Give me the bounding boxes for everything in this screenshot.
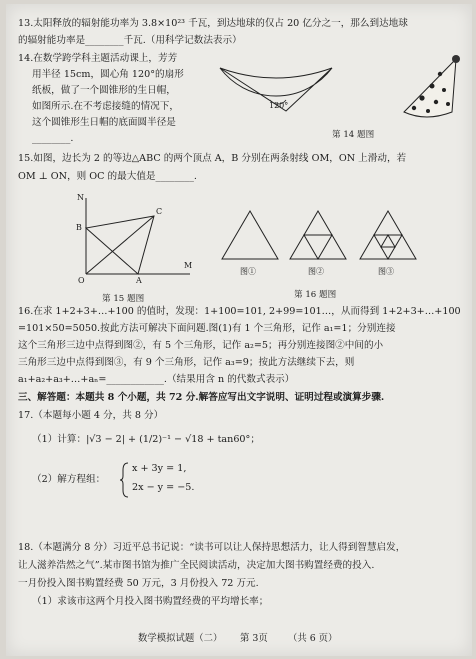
footer-title: 数学模拟试题（二） — [138, 633, 223, 644]
q16-figure-2 — [288, 209, 348, 261]
brace-icon — [120, 462, 130, 498]
q16-line2: =101×50=5050.按此方法可解决下面问题.图(1)有 1 个三角形，记作 a₁=1；分别连接 — [18, 323, 396, 334]
q16-figure-1 — [220, 209, 280, 261]
footer-total: （共 6 页） — [288, 633, 338, 644]
q16-caption: 第 16 题图 — [294, 290, 337, 300]
q15-label-n: N — [77, 193, 84, 202]
q14-line4: 如图所示.在不考虑接缝的情况下， — [32, 101, 179, 112]
q14-sector-figure — [216, 56, 336, 126]
q16-fig-label-2: 图② — [308, 267, 324, 276]
q14-angle-label: 120° — [269, 101, 289, 110]
q15-label-m: M — [184, 261, 193, 270]
q16-figure-3 — [358, 209, 418, 261]
q14-caption: 第 14 题图 — [332, 130, 375, 140]
q14-line1: 14.在数学跨学科主题活动课上，芳芳 — [18, 53, 178, 64]
q17-eq1: x + 3y = 1, — [132, 463, 187, 474]
q17-eq2: 2x − y = −5. — [132, 482, 195, 493]
q17-part1: （1）计算：|√3 − 2| + (1/2)⁻¹ − √18 + tan60°； — [32, 434, 260, 445]
q15-label-a: A — [136, 276, 142, 285]
q17-part2-label: （2）解方程组： — [32, 474, 106, 485]
q18-line4: （1）求该市这两个月投入图书购置经费的平均增长率； — [32, 596, 269, 607]
q15-line2: OM ⊥ ON，则 OC 的最大值是________. — [18, 171, 197, 182]
q16-line3: 这个三角形三边中点得到图②，有 5 个三角形，记作 a₂=5；再分别连接图②中间的小 — [18, 340, 384, 351]
q18-line2: 让人滋养浩然之气”.某市图书馆为推广全民阅读活动，决定加大图书购置经费的投入. — [18, 560, 375, 571]
q14-line6: ________. — [32, 133, 74, 144]
q18-line1: 18.（本题满分 8 分）习近平总书记说：“读书可以让人保持思想活力，让人得到智慧启发， — [18, 542, 406, 553]
q15-label-o: O — [78, 276, 85, 285]
q16-fig-label-1: 图① — [240, 267, 256, 276]
q18-line3: 一月份投入图书购置经费 50 万元，3 月份投入 72 万元. — [18, 578, 259, 589]
q15-line1: 15.如图，边长为 2 的等边△ABC 的两个顶点 A，B 分别在两条射线 OM，ON 上滑动，若 — [18, 153, 407, 164]
q14-line5: 这个圆锥形生日帽的底面圆半径是 — [32, 117, 176, 128]
section3-heading: 三、解答题：本题共 8 个小题，共 72 分.解答应写出文字说明、证明过程或演算步骤. — [18, 392, 385, 403]
q16-line1: 16.在求 1+2+3+…+100 的值时，发现：1+100=101, 2+99=101…，从而得到 1+2+3+…+100 — [18, 306, 461, 317]
q13-line2: 的辐射能功率是________千瓦.（用科学记数法表示） — [18, 35, 242, 46]
q13-line1: 13.太阳释放的辐射能功率为 3.8×10²³ 千瓦，到达地球的仅占 20 亿分之一，那么到达地球 — [18, 18, 408, 29]
q14-line3: 纸板，做了一个圆锥形的生日帽， — [32, 85, 176, 96]
q14-line2: 用半径 15cm，圆心角 120°的扇形 — [32, 69, 184, 80]
q15-caption: 第 15 题图 — [102, 294, 145, 304]
exam-page — [6, 4, 472, 656]
q16-line4: 三角形三边中点得到图③，有 9 个三角形，记作 a₃=9；按此方法继续下去，则 — [18, 357, 355, 368]
q16-line5: a₁+a₂+a₃+…+aₙ=____________.（结果用含 n 的代数式表示） — [18, 374, 295, 385]
footer-page: 第 3页 — [240, 633, 268, 644]
q15-label-b: B — [76, 223, 82, 232]
q17-header: 17.（本题每小题 4 分，共 8 分） — [18, 410, 164, 421]
q15-label-c: C — [156, 207, 163, 216]
party-hat-icon — [396, 54, 466, 124]
q16-fig-label-3: 图③ — [378, 267, 394, 276]
